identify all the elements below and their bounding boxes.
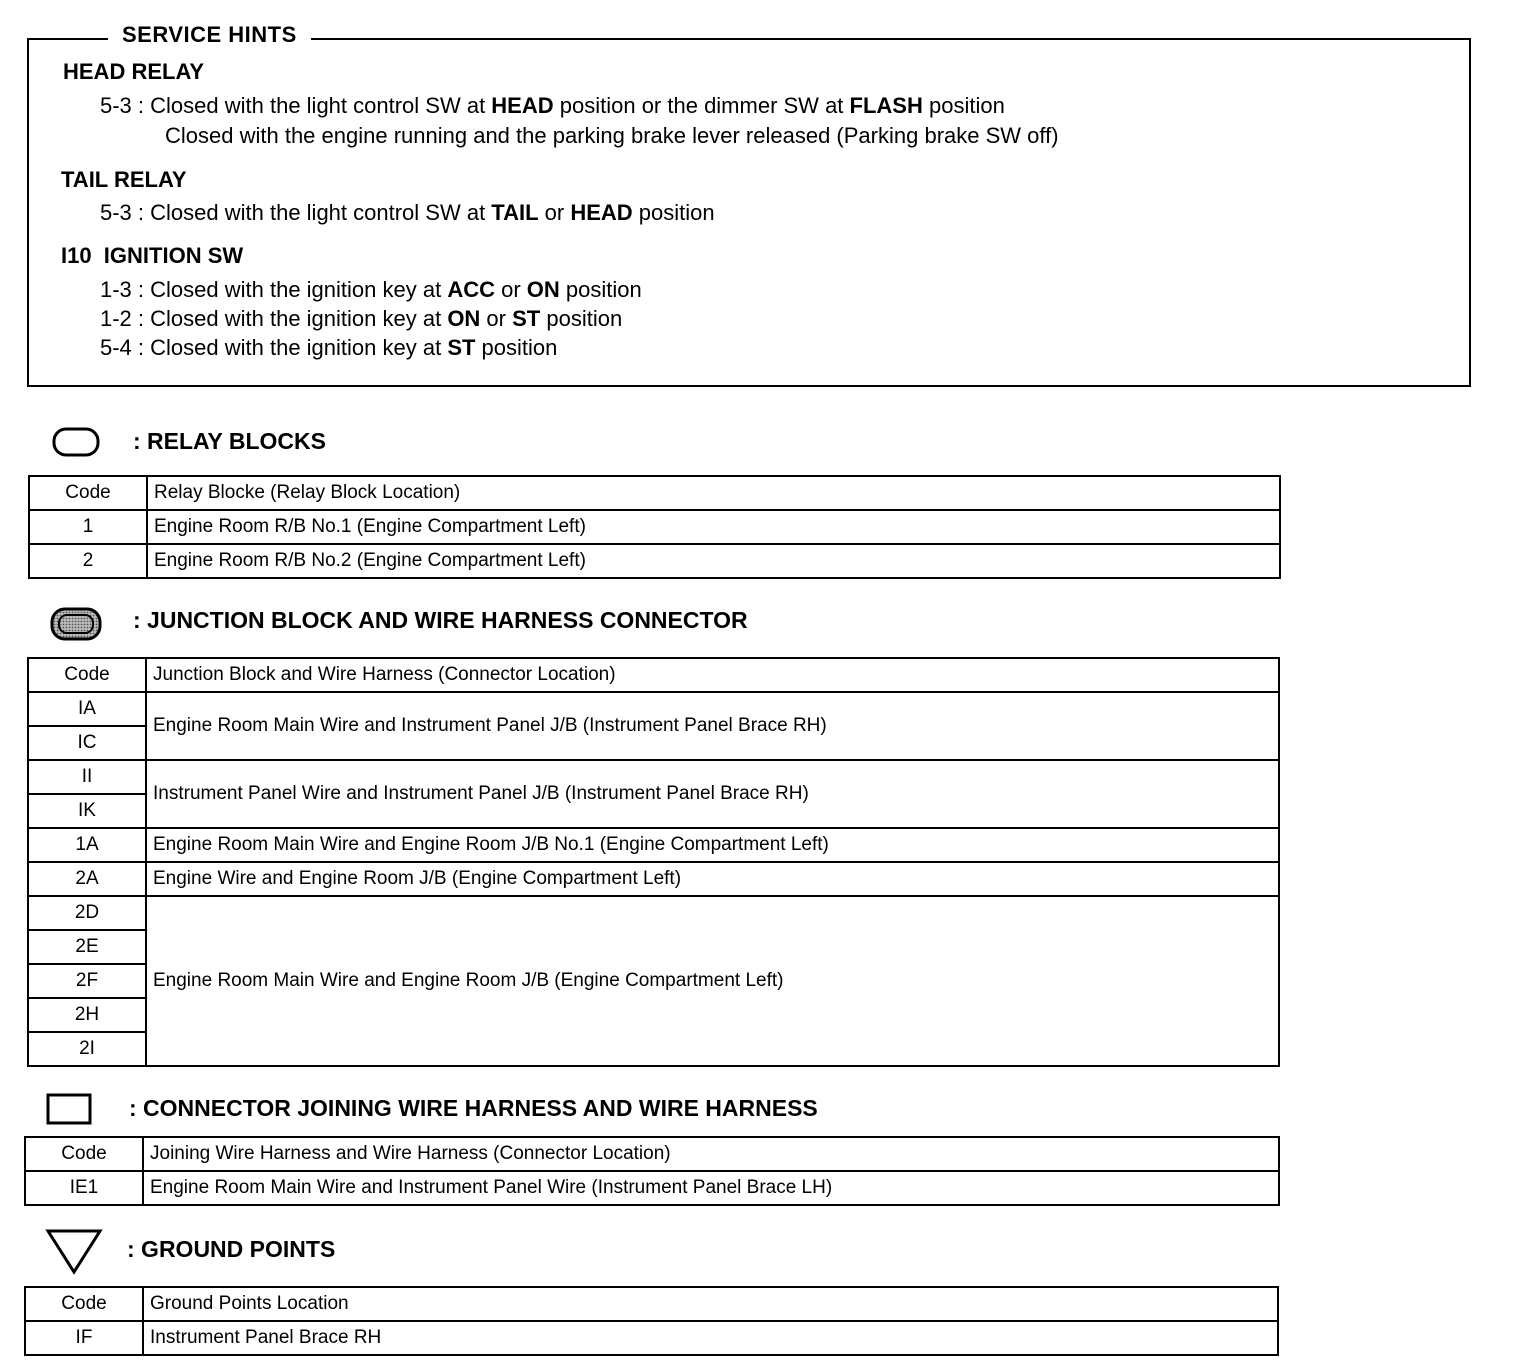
rounded-rect-shaded-icon	[50, 605, 102, 643]
hint-code: 5-3 :	[100, 200, 151, 225]
hint-text: position	[475, 335, 558, 360]
hint-text: position	[540, 306, 623, 331]
junction-block-heading: : JUNCTION BLOCK AND WIRE HARNESS CONNECTOR	[133, 607, 748, 633]
row-code: 1A	[28, 828, 146, 862]
ignition-sw-heading: I10 IGNITION SW	[61, 243, 244, 268]
hint-keyword: ON	[526, 277, 560, 302]
hint-text: position	[559, 277, 642, 302]
table-header-row	[28, 658, 1279, 692]
relay-blocks-heading: : RELAY BLOCKS	[133, 428, 326, 454]
row-desc: Engine Room Main Wire and Engine Room J/B (Engine Compartment Left)	[146, 896, 1279, 1066]
tail-relay-heading: TAIL RELAY	[61, 167, 187, 192]
ground-points-heading: : GROUND POINTS	[127, 1236, 336, 1262]
hint-code: 1-2 :	[100, 306, 151, 331]
hint-keyword: ST	[447, 335, 476, 360]
relay-blocks-table	[28, 475, 1281, 579]
table-row	[28, 692, 1279, 726]
hint-line	[165, 123, 1059, 149]
table-row	[28, 828, 1279, 862]
hint-text: or	[538, 200, 571, 225]
joining-connector-table	[24, 1136, 1280, 1206]
junction-block-table	[27, 657, 1280, 1067]
service-hints-title: SERVICE HINTS	[108, 22, 311, 48]
hint-code: 5-4 :	[100, 335, 151, 360]
hint-line	[100, 335, 557, 361]
header-code: Code	[29, 476, 147, 510]
hint-text: Closed with the light control SW at	[150, 93, 492, 118]
hint-line	[100, 200, 715, 226]
hint-line	[100, 93, 1005, 119]
row-code: 2	[29, 544, 147, 578]
table-row	[25, 1171, 1279, 1205]
triangle-down-icon	[44, 1226, 104, 1276]
row-code: 1	[29, 510, 147, 544]
hint-text: Closed with the engine running and the parking brake lever released (Parking brake SW off)	[165, 123, 1059, 148]
hint-keyword: ON	[447, 306, 481, 331]
header-code: Code	[28, 658, 146, 692]
row-code: 2H	[28, 998, 146, 1032]
hint-text: Closed with the ignition key at	[150, 335, 448, 360]
head-relay-heading: HEAD RELAY	[63, 59, 204, 84]
table-row	[28, 896, 1279, 930]
hint-line	[100, 277, 642, 303]
table-header-row	[25, 1137, 1279, 1171]
row-desc: Engine Room R/B No.1 (Engine Compartment Left)	[147, 510, 1280, 544]
hint-text: or	[480, 306, 513, 331]
hint-code: 5-3 :	[100, 93, 151, 118]
hint-keyword: FLASH	[849, 93, 923, 118]
hint-text: Closed with the ignition key at	[150, 277, 448, 302]
row-code: IC	[28, 726, 146, 760]
table-header-row	[25, 1287, 1278, 1321]
row-desc: Instrument Panel Brace RH	[143, 1321, 1278, 1355]
row-code: IA	[28, 692, 146, 726]
row-desc: Engine Room Main Wire and Engine Room J/B No.1 (Engine Compartment Left)	[146, 828, 1279, 862]
row-code: 2A	[28, 862, 146, 896]
row-code: II	[28, 760, 146, 794]
header-code: Code	[25, 1287, 143, 1321]
row-code: IF	[25, 1321, 143, 1355]
hint-keyword: ST	[512, 306, 541, 331]
row-desc: Engine Room Main Wire and Instrument Panel Wire (Instrument Panel Brace LH)	[143, 1171, 1279, 1205]
hint-keyword: TAIL	[491, 200, 539, 225]
row-code: 2D	[28, 896, 146, 930]
hint-text: or	[494, 277, 527, 302]
hint-text: position or the dimmer SW at	[553, 93, 850, 118]
row-desc: Engine Room R/B No.2 (Engine Compartment Left)	[147, 544, 1280, 578]
table-row	[28, 760, 1279, 794]
row-code: 2F	[28, 964, 146, 998]
hint-text: position	[632, 200, 715, 225]
header-desc: Ground Points Location	[143, 1287, 1278, 1321]
header-desc: Junction Block and Wire Harness (Connector Location)	[146, 658, 1279, 692]
hint-line	[100, 306, 622, 332]
table-row	[29, 544, 1280, 578]
row-desc: Engine Room Main Wire and Instrument Panel J/B (Instrument Panel Brace RH)	[146, 692, 1279, 760]
table-row	[29, 510, 1280, 544]
row-code: IK	[28, 794, 146, 828]
joining-connector-heading: : CONNECTOR JOINING WIRE HARNESS AND WIRE HARNESS	[129, 1095, 818, 1121]
row-code: IE1	[25, 1171, 143, 1205]
hint-text: position	[922, 93, 1005, 118]
hint-keyword: HEAD	[570, 200, 633, 225]
ground-points-table	[24, 1286, 1279, 1356]
header-desc: Joining Wire Harness and Wire Harness (Connector Location)	[143, 1137, 1279, 1171]
table-row	[25, 1321, 1278, 1355]
table-row	[28, 862, 1279, 896]
row-desc: Instrument Panel Wire and Instrument Panel J/B (Instrument Panel Brace RH)	[146, 760, 1279, 828]
row-code: 2I	[28, 1032, 146, 1066]
row-desc: Engine Wire and Engine Room J/B (Engine Compartment Left)	[146, 862, 1279, 896]
header-code: Code	[25, 1137, 143, 1171]
rounded-rect-outline-icon	[52, 426, 100, 458]
hint-keyword: HEAD	[491, 93, 554, 118]
hint-text: Closed with the ignition key at	[150, 306, 448, 331]
header-desc: Relay Blocke (Relay Block Location)	[147, 476, 1280, 510]
hint-keyword: ACC	[447, 277, 495, 302]
hint-code: 1-3 :	[100, 277, 151, 302]
row-code: 2E	[28, 930, 146, 964]
rectangle-outline-icon	[46, 1092, 92, 1126]
hint-text: Closed with the light control SW at	[150, 200, 492, 225]
table-header-row	[29, 476, 1280, 510]
